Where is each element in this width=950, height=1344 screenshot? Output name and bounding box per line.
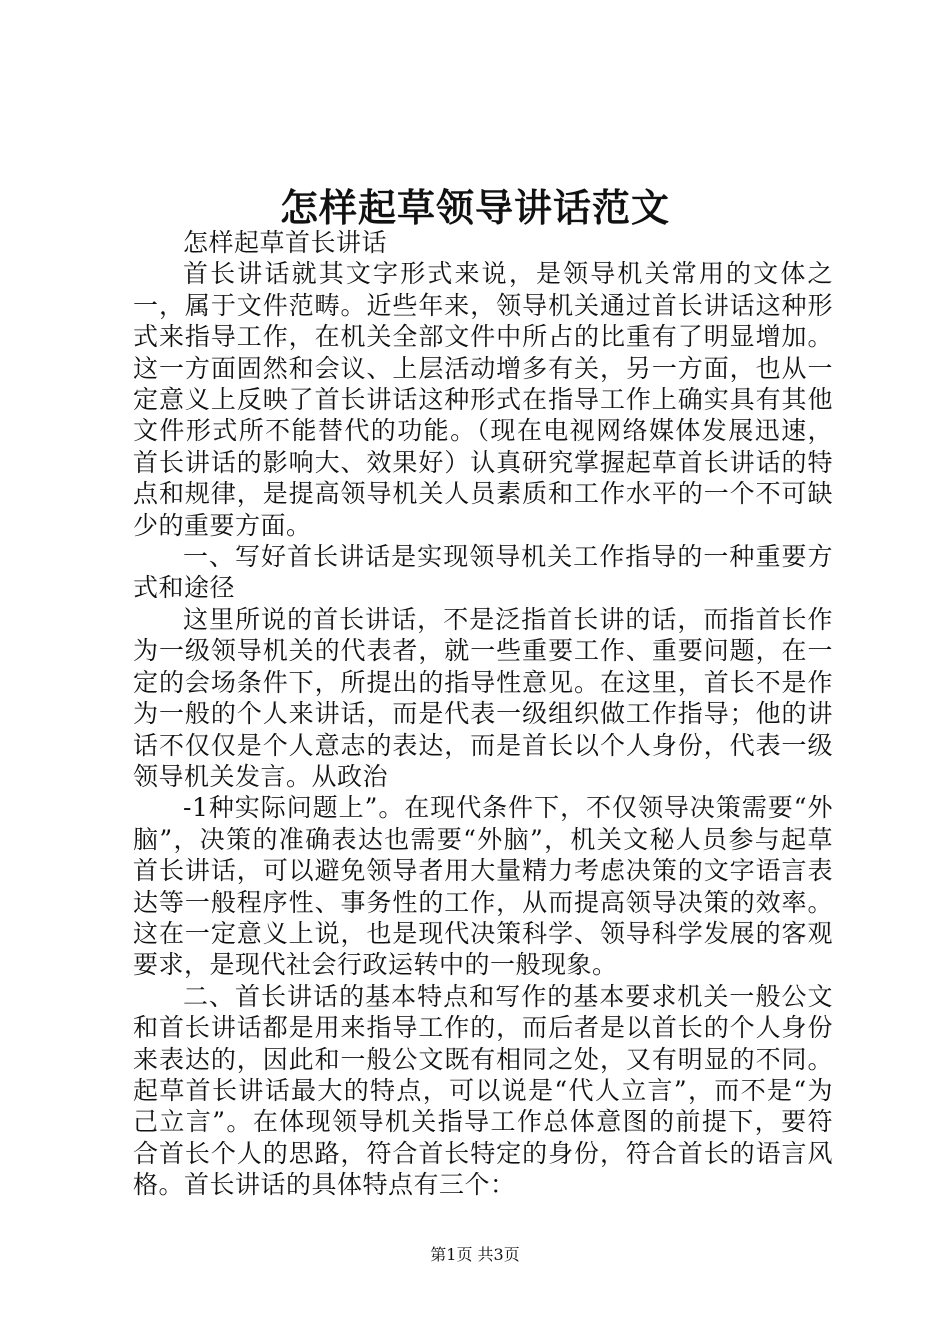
- section-heading-one: 一、写好首长讲话是实现领导机关工作指导的一种重要方式和途径: [133, 542, 833, 603]
- section-heading-two: 二、首长讲话的基本特点和写作的基本要求机关一般公文和首长讲话都是用来指导工作的，而后者是以首长的个人身份来表达的，因此和一般公文既有相同之处，又有明显的不同。起草首长讲话最大的特点，可以说是“代人立言”，而不是“为己立言”。在体现领导机关指导工作总体意图的前提下，要符合首长个人的思路，符合首长特定的身份，符合首长的语言风格。首长讲话的具体特点有三个：: [133, 981, 833, 1200]
- document-body: [133, 227, 833, 1201]
- paragraph-subtitle: 怎样起草首长讲话: [183, 228, 388, 257]
- paragraph-intro: 首长讲话就其文字形式来说，是领导机关常用的文体之一，属于文件范畴。近些年来，领导机关通过首长讲话这种形式来指导工作，在机关全部文件中所占的比重有了明显增加。这一方面固然和会议、上层活动增多有关，另一方面，也从一定意义上反映了首长讲话这种形式在指导工作上确实具有其他文件形式所不能替代的功能。（现在电视网络媒体发展迅速，首长讲话的影响大、效果好）认真研究掌握起草首长讲话的特点和规律，是提高领导机关人员素质和工作水平的一个不可缺少的重要方面。: [133, 259, 833, 540]
- page-title: 怎样起草领导讲话范文: [279, 185, 670, 230]
- page-footer: 第1页 共3页: [430, 1245, 520, 1264]
- paragraph-continuation: -1种实际问题上”。在现代条件下，不仅领导决策需要“外脑”，决策的准确表达也需要“外脑”，机关文秘人员参与起草首长讲话，可以避免领导者用大量精力考虑决策的文字语言表达等一般程序性、事务性的工作，从而提高领导决策的效率。这在一定意义上说，也是现代决策科学、领导科学发展的客观要求，是现代社会行政运转中的一般现象。: [133, 793, 833, 980]
- paragraph-definition: 这里所说的首长讲话，不是泛指首长讲的话，而指首长作为一级领导机关的代表者，就一些重要工作、重要问题，在一定的会场条件下，所提出的指导性意见。在这里，首长不是作为一般的个人来讲话，而是代表一级组织做工作指导；他的讲话不仅仅是个人意志的表达，而是首长以个人身份，代表一级领导机关发言。从政治: [133, 604, 833, 791]
